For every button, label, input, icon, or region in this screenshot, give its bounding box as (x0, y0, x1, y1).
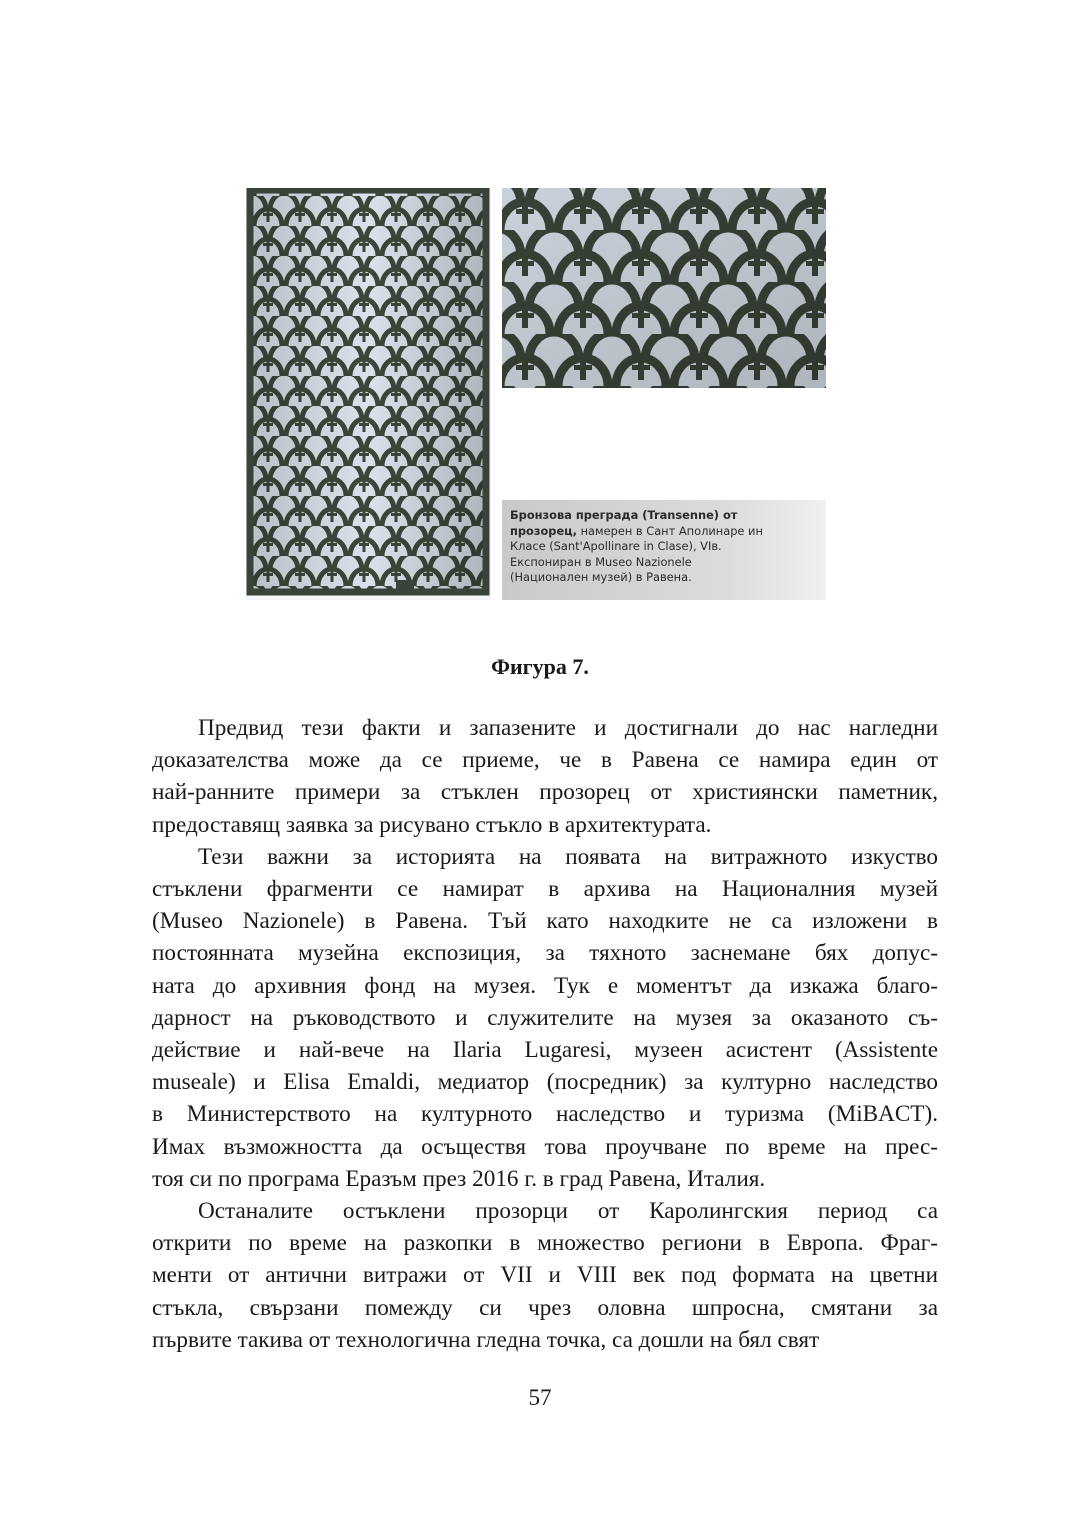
text-line: доказателства може да се приеме, че в Равена се намира един от (152, 747, 938, 774)
figure-caption (502, 500, 826, 600)
caption-line-5: (Национален музей) в Равена. (510, 570, 692, 584)
text-line: Имах възможността да осъществя това проучване по време на прес- (152, 1133, 938, 1160)
text-line: (Museo Nazionele) в Равена. Тъй като находките не са изложени в (152, 908, 938, 935)
text-line: тоя си по програма Еразъм през 2016 г. в град Равена, Италия. (152, 1165, 766, 1192)
paragraph (152, 841, 938, 1195)
text-line: най-ранните примери за стъклен прозорец от християнски паметник, (152, 779, 938, 806)
text-line: постоянната музейна експозиция, за тяхното заснемане бях допус- (152, 940, 938, 967)
text-line: открити по време на разкопки в множество региони в Европа. Фраг- (152, 1230, 938, 1257)
text-line: дарност на ръководството и служителите на музея за оказаното съ- (152, 1004, 938, 1031)
text-line: предоставящ заявка за рисувано стъкло в архитектурата. (152, 811, 712, 838)
bronze-transenne-detail-photo (502, 188, 826, 388)
text-line: museale) и Elisa Emaldi, медиатор (посредник) за културно наследство (152, 1069, 938, 1096)
bronze-transenne-full-photo (246, 188, 491, 600)
text-line: менти от антични витражи от VII и VIII век под формата на цветни (152, 1262, 938, 1289)
text-line: действие и най-вече на Ilaria Lugaresi, музеен асистент (Assistente (152, 1037, 938, 1064)
caption-line-1: Бронзова преграда (Transenne) от (510, 508, 738, 522)
caption-line-3: Класе (Sant'Apollinare in Clase), VIв. (510, 539, 722, 553)
caption-line-4: Експониран в Museo Nazionele (510, 554, 692, 569)
text-line: ната до архивния фонд на музея. Тук е моментът да изкажа благо- (152, 972, 938, 999)
text-line: стъкла, свързани помежду си чрез оловна шпросна, смятани за (152, 1294, 938, 1321)
text-line: в Министерството на културното наследство и туризма (MiBACT). (152, 1101, 938, 1128)
text-line: Тези важни за историята на появата на витражното изкуство (198, 843, 938, 870)
text-line: Останалите остъклени прозорци от Каролингския период са (198, 1198, 938, 1225)
text-line: Предвид тези факти и запазените и достигнали до нас нагледни (198, 715, 938, 741)
text-line: стъклени фрагменти се намират в архива на Националния музей (152, 876, 938, 903)
paragraph (152, 1195, 938, 1356)
paragraph (152, 712, 938, 841)
text-line: първите такива от технологична гледна точка, са дошли на бял свят (152, 1326, 820, 1353)
figure (246, 188, 828, 602)
body-text (152, 712, 938, 1356)
caption-line-2: намерен в Сант Аполинаре ин (576, 523, 763, 538)
caption-line-2-bold: прозорец, (510, 523, 577, 538)
figure-title: Фигура 7. (491, 654, 589, 679)
page-number: 57 (528, 1385, 552, 1410)
